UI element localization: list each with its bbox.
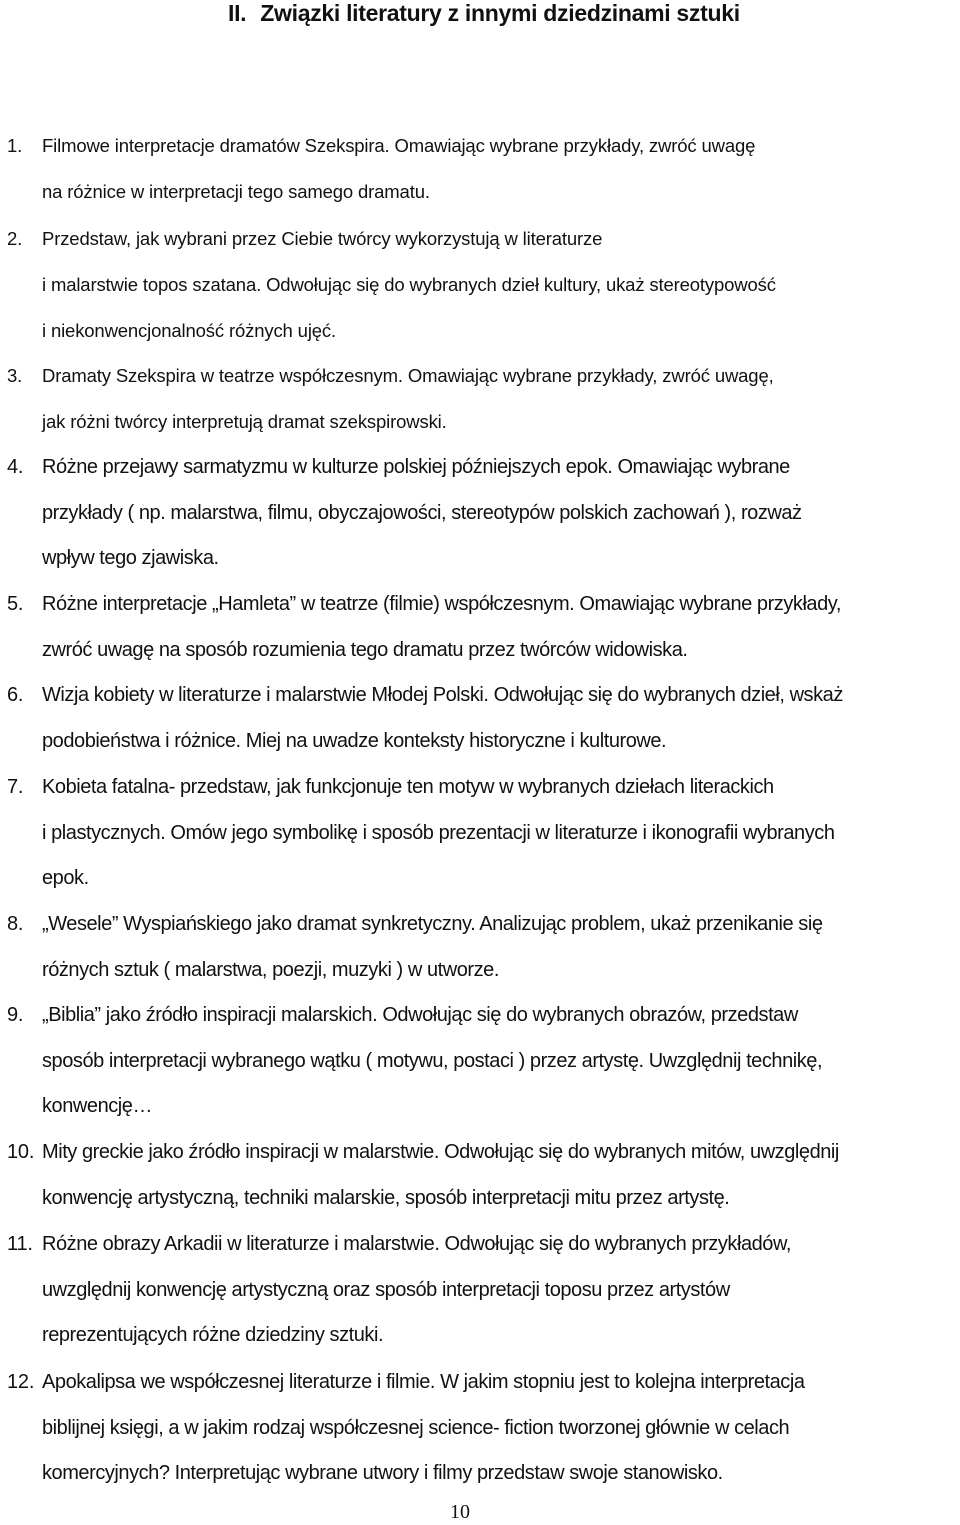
topic-line: i malarstwie topos szatana. Odwołując się do wybranych dzieł kultury, ukaż stereotypowość [42, 274, 776, 295]
topic-line: różnych sztuk ( malarstwa, poezji, muzyki ) w utworze. [42, 958, 499, 981]
page-number: 10 [450, 1501, 470, 1523]
topic-number: 1. [7, 135, 23, 156]
topic-line: biblijnej księgi, a w jakim rodzaj współczesnej science- fiction tworzonej głównie w celach [42, 1416, 790, 1439]
section-heading [228, 0, 740, 26]
topic-line: podobieństwa i różnice. Miej na uwadze konteksty historyczne i kulturowe. [42, 729, 667, 752]
topic-line: Apokalipsa we współczesnej literaturze i filmie. W jakim stopniu jest to kolejna interpretacja [42, 1371, 805, 1393]
topic-line: Filmowe interpretacje dramatów Szekspira. Omawiając wybrane przykłady, zwróć uwagę [42, 135, 756, 156]
topic-number: 11. [7, 1233, 33, 1255]
topic-number: 3. [7, 365, 23, 386]
topic-line: „Wesele” Wyspiańskiego jako dramat synkretyczny. Analizując problem, ukaż przenikanie się [42, 913, 823, 935]
topic-line: Wizja kobiety w literaturze i malarstwie Młodej Polski. Odwołując się do wybranych dzieł, wskaż [42, 684, 843, 706]
topic-line: i plastycznych. Omów jego symbolikę i sposób prezentacji w literaturze i ikonografii wybranych [42, 821, 835, 844]
topic-number: 7. [7, 776, 24, 798]
topic-line: Kobieta fatalna- przedstaw, jak funkcjonuje ten motyw w wybranych dziełach literackich [42, 776, 774, 798]
topic-line: Różne obrazy Arkadii w literaturze i malarstwie. Odwołując się do wybranych przykładów, [42, 1233, 791, 1255]
topic-number: 2. [7, 228, 23, 249]
topic-number: 8. [7, 913, 24, 935]
topic-number: 6. [7, 684, 24, 706]
topic-number: 5. [7, 593, 24, 615]
topic-text [42, 993, 960, 1130]
topic-text [42, 216, 960, 354]
topic-line: Różne interpretacje „Hamleta” w teatrze (filmie) współczesnym. Omawiając wybrane przykłady, [42, 593, 841, 615]
section-title: Związki literatury z innymi dziedzinami sztuki [260, 0, 740, 26]
topic-line: uwzględnij konwencję artystyczną oraz sposób interpretacji toposu przez artystów [42, 1278, 730, 1301]
topic-text [42, 123, 960, 215]
topic-text [42, 1360, 960, 1497]
topic-line: Przedstaw, jak wybrani przez Ciebie twórcy wykorzystują w literaturze [42, 228, 603, 249]
topic-line: konwencję… [42, 1095, 153, 1117]
topic-line: na różnice w interpretacji tego samego dramatu. [42, 181, 430, 202]
topic-line: przykłady ( np. malarstwa, filmu, obyczajowości, stereotypów polskich zachowań ), rozważ [42, 501, 802, 524]
topic-line: Dramaty Szekspira w teatrze współczesnym. Omawiając wybrane przykłady, zwróć uwagę, [42, 365, 774, 386]
topic-line: Mity greckie jako źródło inspiracji w malarstwie. Odwołując się do wybranych mitów, uwzględnij [42, 1141, 839, 1163]
topic-number: 9. [7, 1004, 24, 1026]
topic-line: reprezentujących różne dziedziny sztuki. [42, 1324, 384, 1346]
topic-text [42, 765, 960, 902]
topic-line: Różne przejawy sarmatyzmu w kulturze polskiej późniejszych epok. Omawiając wybrane [42, 456, 790, 478]
topic-line: zwróć uwagę na sposób rozumienia tego dramatu przez twórców widowiska. [42, 638, 688, 661]
topic-number: 10. [7, 1141, 35, 1163]
topic-line: sposób interpretacji wybranego wątku ( motywu, postaci ) przez artystę. Uwzględnij technikę, [42, 1049, 823, 1072]
topic-line: epok. [42, 867, 89, 889]
topic-line: komercyjnych? Interpretując wybrane utwory i filmy przedstaw swoje stanowisko. [42, 1462, 723, 1484]
topic-text [42, 902, 960, 993]
topic-text [42, 1130, 960, 1221]
topic-line: i niekonwencjonalność różnych ujęć. [42, 320, 337, 341]
topic-number: 4. [7, 456, 24, 478]
topic-number: 12. [7, 1371, 35, 1393]
topic-line: „Biblia” jako źródło inspiracji malarskich. Odwołując się do wybranych obrazów, przedstaw [42, 1004, 798, 1026]
topic-text [42, 1222, 960, 1359]
topic-text [42, 445, 960, 582]
topic-text [42, 673, 960, 764]
topic-line: konwencję artystyczną, techniki malarskie, sposób interpretacji mitu przez artystę. [42, 1186, 730, 1209]
topic-text [42, 353, 960, 445]
topic-line: jak różni twórcy interpretują dramat szekspirowski. [42, 411, 447, 432]
section-number: II. [228, 0, 247, 26]
topic-line: wpływ tego zjawiska. [42, 547, 219, 569]
topic-text [42, 582, 960, 673]
